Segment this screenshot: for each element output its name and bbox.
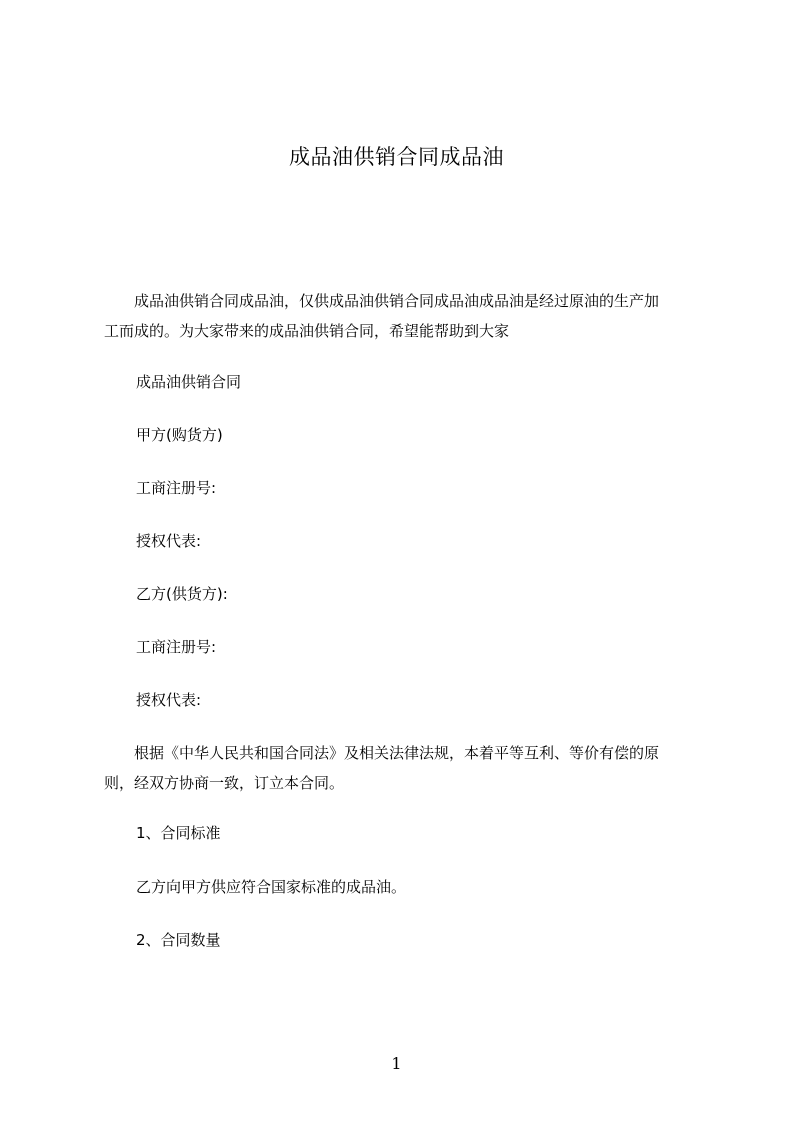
intro-line-1: 成品油供销合同成品油，仅供成品油供销合同成品油成品油是经过原油的生产加 <box>104 292 660 310</box>
section-2-heading: 2、合同数量 <box>136 931 221 949</box>
intro-line-2: 工而成的。为大家带来的成品油供销合同，希望能帮助到大家 <box>104 322 510 340</box>
contract-heading: 成品油供销合同 <box>136 373 242 391</box>
party-a-registration-label: 工商注册号: <box>136 479 217 497</box>
party-a-representative-label: 授权代表: <box>136 532 202 550</box>
basis-line-2: 则，经双方协商一致，订立本合同。 <box>104 774 345 792</box>
basis-paragraph <box>104 738 704 798</box>
document-title: 成品油供销合同成品油 <box>289 145 504 169</box>
page-number: 1 <box>391 1054 402 1073</box>
section-1-heading: 1、合同标准 <box>136 824 221 842</box>
section-1-text: 乙方向甲方供应符合国家标准的成品油。 <box>136 878 407 896</box>
intro-paragraph <box>104 286 704 346</box>
basis-line-1: 根据《中华人民共和国合同法》及相关法律法规，本着平等互利、等价有偿的原 <box>104 744 660 762</box>
party-b-representative-label: 授权代表: <box>136 691 202 709</box>
party-a-label: 甲方(购货方) <box>136 426 223 444</box>
party-b-registration-label: 工商注册号: <box>136 638 217 656</box>
party-b-label: 乙方(供货方): <box>136 585 228 603</box>
